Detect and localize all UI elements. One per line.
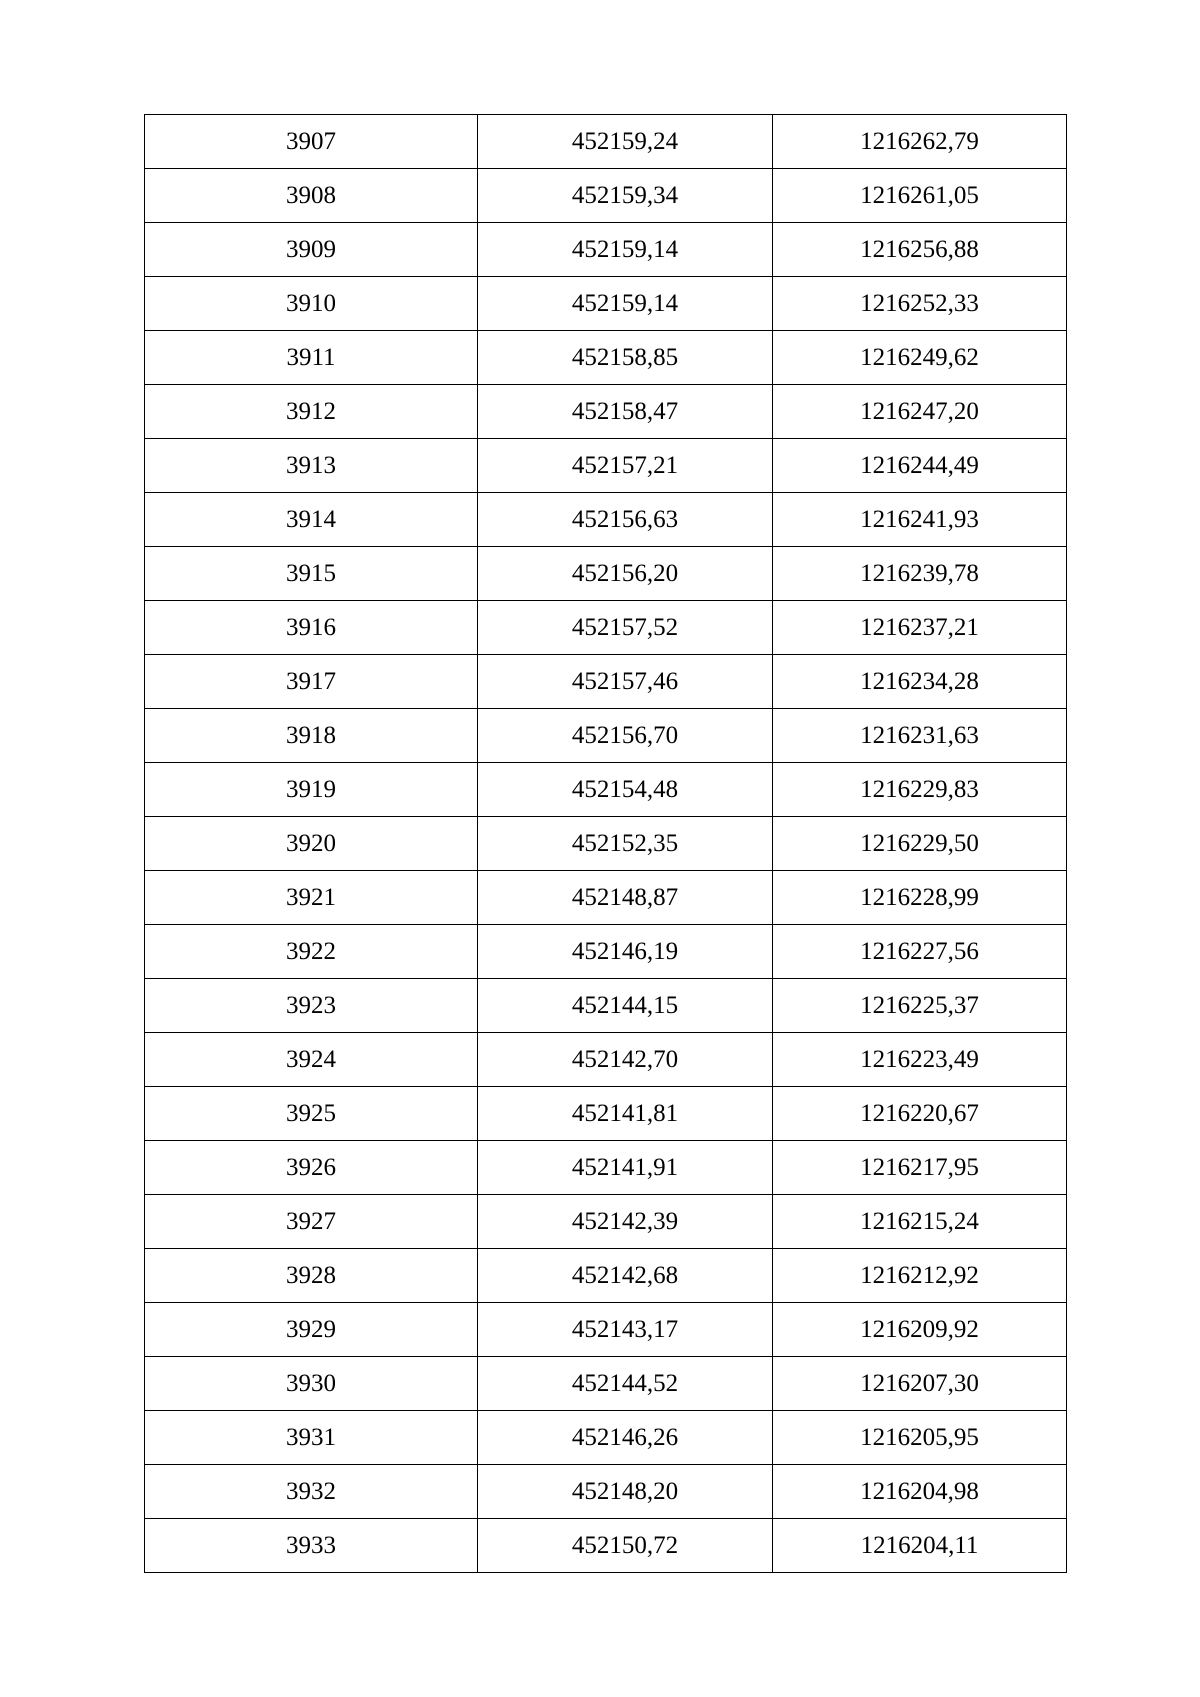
y-coordinate-cell: 1216225,37 <box>773 979 1067 1033</box>
y-coordinate-cell: 1216204,11 <box>773 1519 1067 1573</box>
x-coordinate-cell: 452142,70 <box>478 1033 773 1087</box>
x-coordinate-cell: 452156,20 <box>478 547 773 601</box>
table-row <box>145 1249 1067 1303</box>
y-coordinate-cell: 1216215,24 <box>773 1195 1067 1249</box>
point-number-cell: 3933 <box>145 1519 478 1573</box>
table-row <box>145 871 1067 925</box>
y-coordinate-cell: 1216204,98 <box>773 1465 1067 1519</box>
table-row <box>145 601 1067 655</box>
point-number-cell: 3921 <box>145 871 478 925</box>
y-coordinate-cell: 1216249,62 <box>773 331 1067 385</box>
table-row <box>145 223 1067 277</box>
x-coordinate-cell: 452159,14 <box>478 277 773 331</box>
y-coordinate-cell: 1216247,20 <box>773 385 1067 439</box>
y-coordinate-cell: 1216212,92 <box>773 1249 1067 1303</box>
y-coordinate-cell: 1216231,63 <box>773 709 1067 763</box>
point-number-cell: 3907 <box>145 115 478 169</box>
x-coordinate-cell: 452158,47 <box>478 385 773 439</box>
coordinates-table <box>144 114 1067 1573</box>
table-row <box>145 1357 1067 1411</box>
point-number-cell: 3932 <box>145 1465 478 1519</box>
table-row <box>145 1411 1067 1465</box>
x-coordinate-cell: 452156,70 <box>478 709 773 763</box>
point-number-cell: 3914 <box>145 493 478 547</box>
point-number-cell: 3916 <box>145 601 478 655</box>
coordinates-table-body <box>145 115 1067 1573</box>
y-coordinate-cell: 1216244,49 <box>773 439 1067 493</box>
table-row <box>145 709 1067 763</box>
table-row <box>145 277 1067 331</box>
point-number-cell: 3913 <box>145 439 478 493</box>
x-coordinate-cell: 452146,19 <box>478 925 773 979</box>
y-coordinate-cell: 1216229,83 <box>773 763 1067 817</box>
x-coordinate-cell: 452156,63 <box>478 493 773 547</box>
table-row <box>145 493 1067 547</box>
table-row <box>145 979 1067 1033</box>
x-coordinate-cell: 452144,52 <box>478 1357 773 1411</box>
x-coordinate-cell: 452143,17 <box>478 1303 773 1357</box>
table-row <box>145 1087 1067 1141</box>
x-coordinate-cell: 452152,35 <box>478 817 773 871</box>
table-row <box>145 817 1067 871</box>
point-number-cell: 3923 <box>145 979 478 1033</box>
table-row <box>145 1195 1067 1249</box>
y-coordinate-cell: 1216262,79 <box>773 115 1067 169</box>
y-coordinate-cell: 1216252,33 <box>773 277 1067 331</box>
point-number-cell: 3929 <box>145 1303 478 1357</box>
x-coordinate-cell: 452158,85 <box>478 331 773 385</box>
point-number-cell: 3928 <box>145 1249 478 1303</box>
y-coordinate-cell: 1216227,56 <box>773 925 1067 979</box>
x-coordinate-cell: 452159,34 <box>478 169 773 223</box>
x-coordinate-cell: 452159,14 <box>478 223 773 277</box>
point-number-cell: 3919 <box>145 763 478 817</box>
table-row <box>145 1303 1067 1357</box>
x-coordinate-cell: 452154,48 <box>478 763 773 817</box>
table-row <box>145 1519 1067 1573</box>
point-number-cell: 3931 <box>145 1411 478 1465</box>
point-number-cell: 3909 <box>145 223 478 277</box>
x-coordinate-cell: 452141,91 <box>478 1141 773 1195</box>
table-row <box>145 1465 1067 1519</box>
point-number-cell: 3912 <box>145 385 478 439</box>
point-number-cell: 3911 <box>145 331 478 385</box>
table-row <box>145 331 1067 385</box>
x-coordinate-cell: 452148,20 <box>478 1465 773 1519</box>
y-coordinate-cell: 1216228,99 <box>773 871 1067 925</box>
y-coordinate-cell: 1216217,95 <box>773 1141 1067 1195</box>
table-row <box>145 1141 1067 1195</box>
y-coordinate-cell: 1216237,21 <box>773 601 1067 655</box>
point-number-cell: 3925 <box>145 1087 478 1141</box>
x-coordinate-cell: 452157,46 <box>478 655 773 709</box>
x-coordinate-cell: 452150,72 <box>478 1519 773 1573</box>
point-number-cell: 3920 <box>145 817 478 871</box>
table-row <box>145 655 1067 709</box>
table-row <box>145 1033 1067 1087</box>
point-number-cell: 3926 <box>145 1141 478 1195</box>
point-number-cell: 3930 <box>145 1357 478 1411</box>
table-row <box>145 439 1067 493</box>
point-number-cell: 3908 <box>145 169 478 223</box>
x-coordinate-cell: 452159,24 <box>478 115 773 169</box>
x-coordinate-cell: 452142,68 <box>478 1249 773 1303</box>
table-row <box>145 115 1067 169</box>
point-number-cell: 3918 <box>145 709 478 763</box>
y-coordinate-cell: 1216207,30 <box>773 1357 1067 1411</box>
point-number-cell: 3915 <box>145 547 478 601</box>
y-coordinate-cell: 1216239,78 <box>773 547 1067 601</box>
table-row <box>145 763 1067 817</box>
x-coordinate-cell: 452148,87 <box>478 871 773 925</box>
y-coordinate-cell: 1216261,05 <box>773 169 1067 223</box>
point-number-cell: 3922 <box>145 925 478 979</box>
point-number-cell: 3917 <box>145 655 478 709</box>
table-row <box>145 385 1067 439</box>
x-coordinate-cell: 452157,21 <box>478 439 773 493</box>
point-number-cell: 3910 <box>145 277 478 331</box>
x-coordinate-cell: 452141,81 <box>478 1087 773 1141</box>
y-coordinate-cell: 1216205,95 <box>773 1411 1067 1465</box>
x-coordinate-cell: 452157,52 <box>478 601 773 655</box>
y-coordinate-cell: 1216209,92 <box>773 1303 1067 1357</box>
y-coordinate-cell: 1216220,67 <box>773 1087 1067 1141</box>
table-row <box>145 925 1067 979</box>
x-coordinate-cell: 452142,39 <box>478 1195 773 1249</box>
y-coordinate-cell: 1216229,50 <box>773 817 1067 871</box>
table-row <box>145 547 1067 601</box>
y-coordinate-cell: 1216234,28 <box>773 655 1067 709</box>
y-coordinate-cell: 1216223,49 <box>773 1033 1067 1087</box>
point-number-cell: 3924 <box>145 1033 478 1087</box>
y-coordinate-cell: 1216241,93 <box>773 493 1067 547</box>
table-row <box>145 169 1067 223</box>
y-coordinate-cell: 1216256,88 <box>773 223 1067 277</box>
x-coordinate-cell: 452146,26 <box>478 1411 773 1465</box>
point-number-cell: 3927 <box>145 1195 478 1249</box>
x-coordinate-cell: 452144,15 <box>478 979 773 1033</box>
